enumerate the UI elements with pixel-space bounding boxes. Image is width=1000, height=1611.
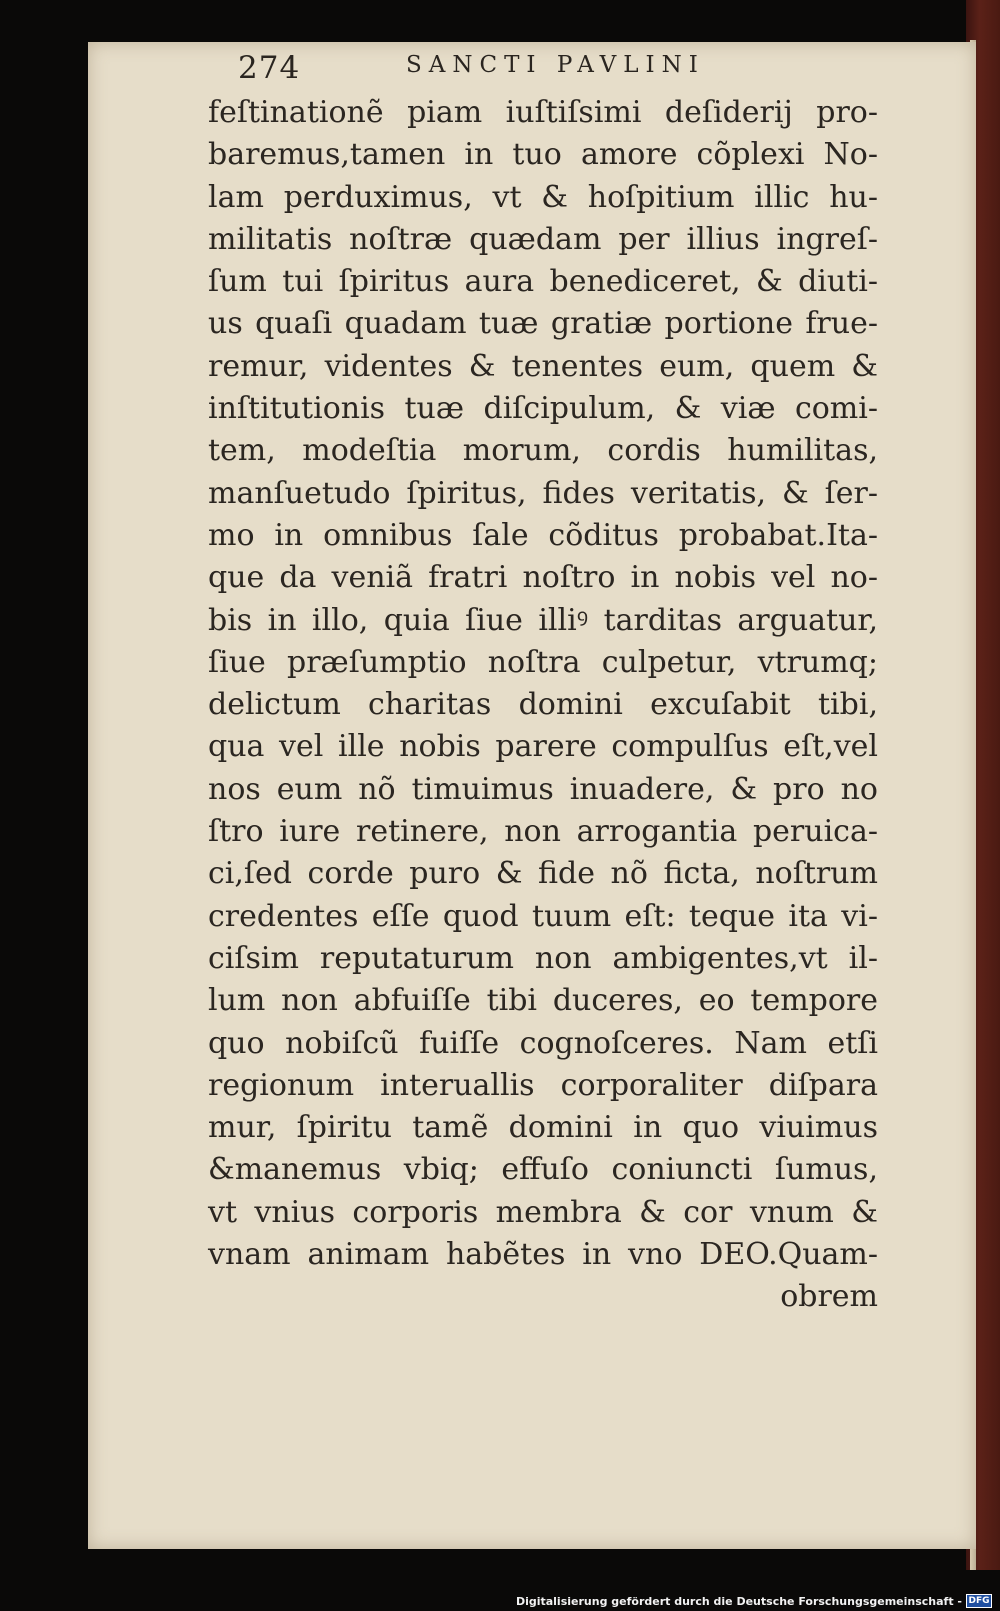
text-line: ſum tui ſpiritus aura benediceret, & diuti- — [208, 264, 878, 300]
page-number: 274 — [238, 50, 301, 86]
text-line: quo nobiſcũ fuiſſe cognoſceres. Nam etſi — [208, 1025, 878, 1061]
text-line: bis in illo, quia ſiue illiꝰ tarditas arguatur, — [208, 602, 878, 638]
body-text — [208, 92, 878, 1319]
text-line: credentes eſſe quod tuum eſt: teque ita vi- — [208, 898, 878, 934]
text-line: inſtitutionis tuæ diſcipulum, & viæ comi- — [208, 391, 878, 427]
text-line: nos eum nõ timuimus inuadere, & pro no — [208, 771, 878, 807]
running-title: SANCTI PAVLINI — [406, 52, 705, 78]
text-line: ci,ſed corde puro & fide nõ ficta, noſtrum — [208, 856, 878, 892]
text-line: mur, ſpiritu tamẽ domini in quo viuimus — [208, 1110, 878, 1146]
text-line: regionum interuallis corporaliter diſpara — [208, 1067, 878, 1103]
text-line: manſuetudo ſpiritus, fides veritatis, & ſer- — [208, 475, 878, 511]
text-line: vt vnius corporis membra & cor vnum & — [208, 1194, 878, 1230]
text-line: lam perduximus, vt & hoſpitium illic hu- — [208, 179, 878, 215]
text-line: ciſsim reputaturum non ambigentes,vt il- — [208, 940, 878, 976]
text-line: ſtro iure retinere, non arrogantia peruica- — [208, 814, 878, 850]
text-line: us quaſi quadam tuæ gratiæ portione frue- — [208, 306, 878, 342]
text-line: lum non abfuiſſe tibi duceres, eo tempore — [208, 983, 878, 1019]
text-line: baremus,tamen in tuo amore cõplexi No- — [208, 137, 878, 173]
catchword: obrem — [780, 1279, 878, 1315]
text-line: ſiue præſumptio noſtra culpetur, vtrumq; — [208, 644, 878, 680]
text-line: vnam animam habẽtes in vno DEO.Quam- — [208, 1237, 878, 1273]
text-line: qua vel ille nobis parere compulſus eſt,vel — [208, 729, 878, 765]
credit-text: Digitalisierung gefördert durch die Deutsche Forschungsgemeinschaft - — [515, 1594, 962, 1608]
text-line: &manemus vbiq; effuſo coniuncti ſumus, — [208, 1152, 878, 1188]
page-header — [238, 50, 858, 90]
digitization-credit — [516, 1593, 992, 1609]
text-line: tem, modeſtia morum, cordis humilitas, — [208, 433, 878, 469]
text-line: delictum charitas domini excuſabit tibi, — [208, 687, 878, 723]
text-line: militatis noſtræ quædam per illius ingreſ- — [208, 221, 878, 257]
text-line: feſtinationẽ piam iuſtiſsimi deſiderij pro- — [208, 95, 878, 130]
text-line: mo in omnibus ſale cõditus probabat.Ita- — [208, 517, 878, 553]
dfg-logo: DFG — [966, 1594, 992, 1608]
text-line: remur, videntes & tenentes eum, quem & — [208, 348, 878, 384]
text-line: que da veniã fratri noſtro in nobis vel no- — [208, 560, 878, 596]
